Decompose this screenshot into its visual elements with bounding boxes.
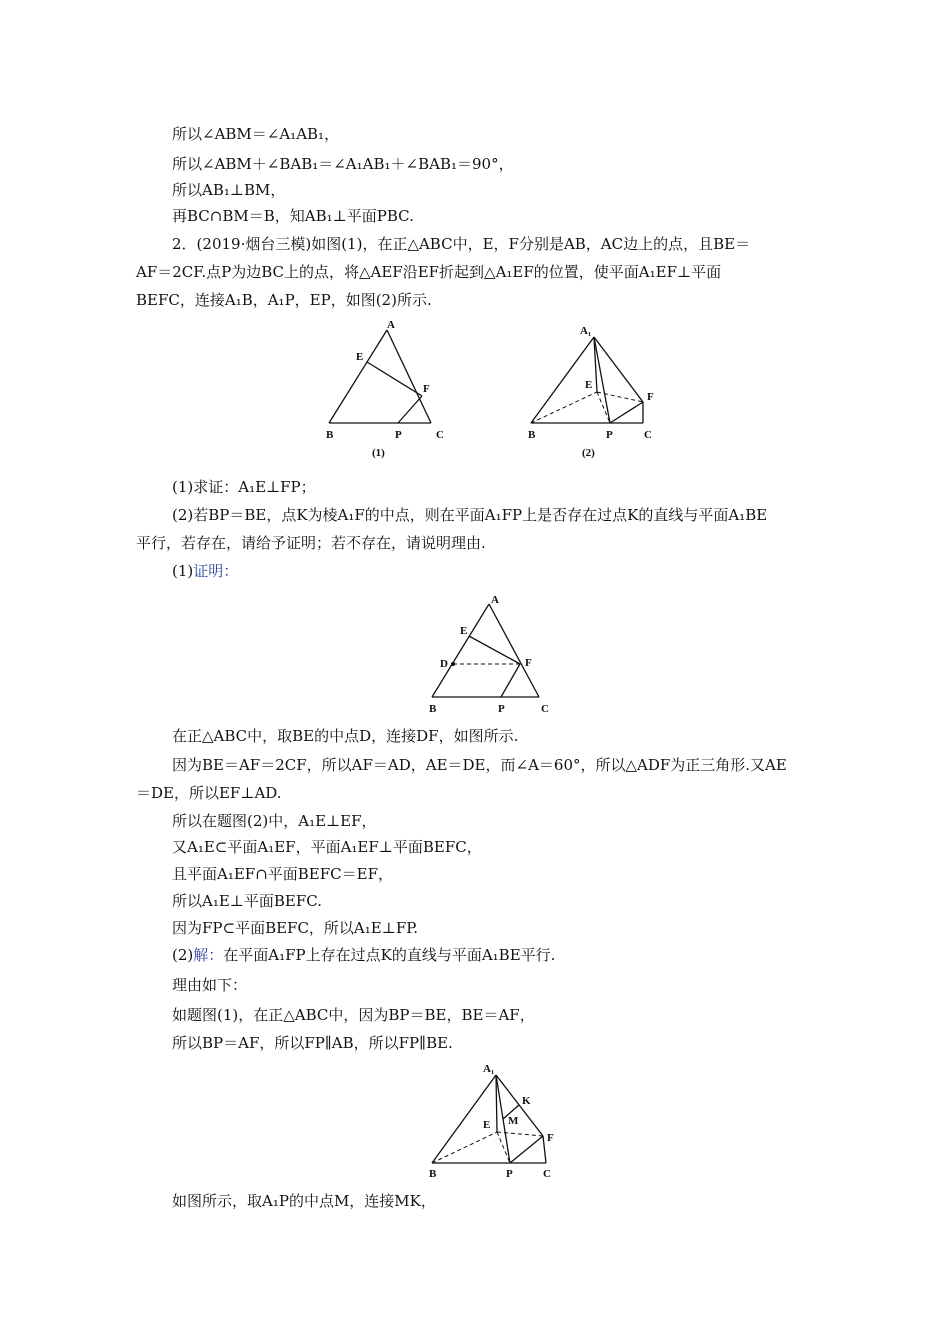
label-C: C (436, 429, 444, 441)
label-F: F (547, 1132, 554, 1144)
label-P: P (498, 703, 505, 715)
label-D: D (440, 658, 448, 670)
question-2: 平行，若存在，请给予证明；若不存在，请说明理由. (136, 534, 486, 552)
proof-line: 理由如下： (172, 976, 248, 994)
label-A: A (491, 594, 499, 606)
label-A1: A₁ (580, 325, 592, 337)
proof-line: 且平面A₁EF∩平面BEFC＝EF， (172, 865, 393, 883)
part-number: (2) (172, 946, 194, 964)
problem-statement: AF＝2CF.点P为边BC上的点，将△AEF沿EF折起到△A₁EF的位置，使平面A₁EF⊥平面 (136, 263, 722, 281)
proof-line: 又A₁E⊂平面A₁EF，平面A₁EF⊥平面BEFC， (172, 838, 482, 856)
text-line: 所以∠ABM＋∠BAB₁＝∠A₁AB₁＋∠BAB₁＝90°， (172, 155, 514, 173)
label-B: B (326, 429, 334, 441)
label-P: P (506, 1168, 513, 1180)
text-line: 所以∠ABM＝∠A₁AB₁， (172, 125, 340, 143)
label-F: F (423, 383, 430, 395)
label-P: P (606, 429, 613, 441)
label-E: E (356, 351, 364, 363)
label-E: E (483, 1119, 491, 1131)
proof-line: 因为FP⊂平面BEFC，所以A₁E⊥FP. (172, 919, 419, 937)
solution-label: 解： (193, 946, 224, 964)
proof-label: 证明： (193, 562, 239, 580)
label-B: B (429, 703, 437, 715)
figure-2-caption: (2) (582, 447, 595, 459)
question-2: (2)若BP＝BE，点K为棱A₁F的中点，则在平面A₁FP上是否存在过点K的直线与平面A₁BE (172, 506, 768, 524)
label-M: M (508, 1115, 519, 1127)
question-1: (1)求证：A₁E⊥FP； (172, 478, 316, 496)
label-F: F (647, 391, 654, 403)
label-C: C (543, 1168, 551, 1180)
text-line: 再BC∩BM＝B，知AB₁⊥平面PBC. (172, 207, 414, 225)
label-B: B (429, 1168, 437, 1180)
label-F: F (525, 657, 532, 669)
text-line: 所以AB₁⊥BM， (172, 181, 286, 199)
problem-statement: BEFC，连接A₁B，A₁P，EP，如图(2)所示. (136, 291, 432, 309)
proof-line: 所以A₁E⊥平面BEFC. (172, 892, 322, 910)
part-number: (1) (172, 562, 194, 580)
figure-1-caption: (1) (372, 447, 385, 459)
label-P: P (395, 429, 402, 441)
proof-line: ＝DE，所以EF⊥AD. (136, 784, 282, 802)
label-E: E (460, 625, 468, 637)
proof-line: 如题图(1)，在正△ABC中，因为BP＝BE，BE＝AF， (172, 1006, 535, 1024)
label-A1: A₁ (483, 1063, 495, 1075)
label-C: C (644, 429, 652, 441)
proof-line: 因为BE＝AF＝2CF，所以AF＝AD，AE＝DE，而∠A＝60°，所以△ADF为正三角形.又AE (172, 756, 787, 774)
label-B: B (528, 429, 536, 441)
proof-line: 所以在题图(2)中，A₁E⊥EF， (172, 812, 377, 830)
label-K: K (522, 1095, 531, 1107)
problem-statement: 2．(2019·烟台三模)如图(1)，在正△ABC中，E，F分别是AB，AC边上的点，且BE＝ (172, 235, 751, 253)
proof-line: 在正△ABC中，取BE的中点D，连接DF，如图所示. (172, 727, 519, 745)
label-A: A (387, 319, 395, 331)
label-E: E (585, 379, 593, 391)
proof-line: 如图所示，取A₁P的中点M，连接MK， (172, 1192, 436, 1210)
proof-line: 所以BP＝AF，所以FP∥AB，所以FP∥BE. (172, 1034, 453, 1052)
solution-text: 在平面A₁FP上存在过点K的直线与平面A₁BE平行. (223, 946, 556, 964)
label-C: C (541, 703, 549, 715)
